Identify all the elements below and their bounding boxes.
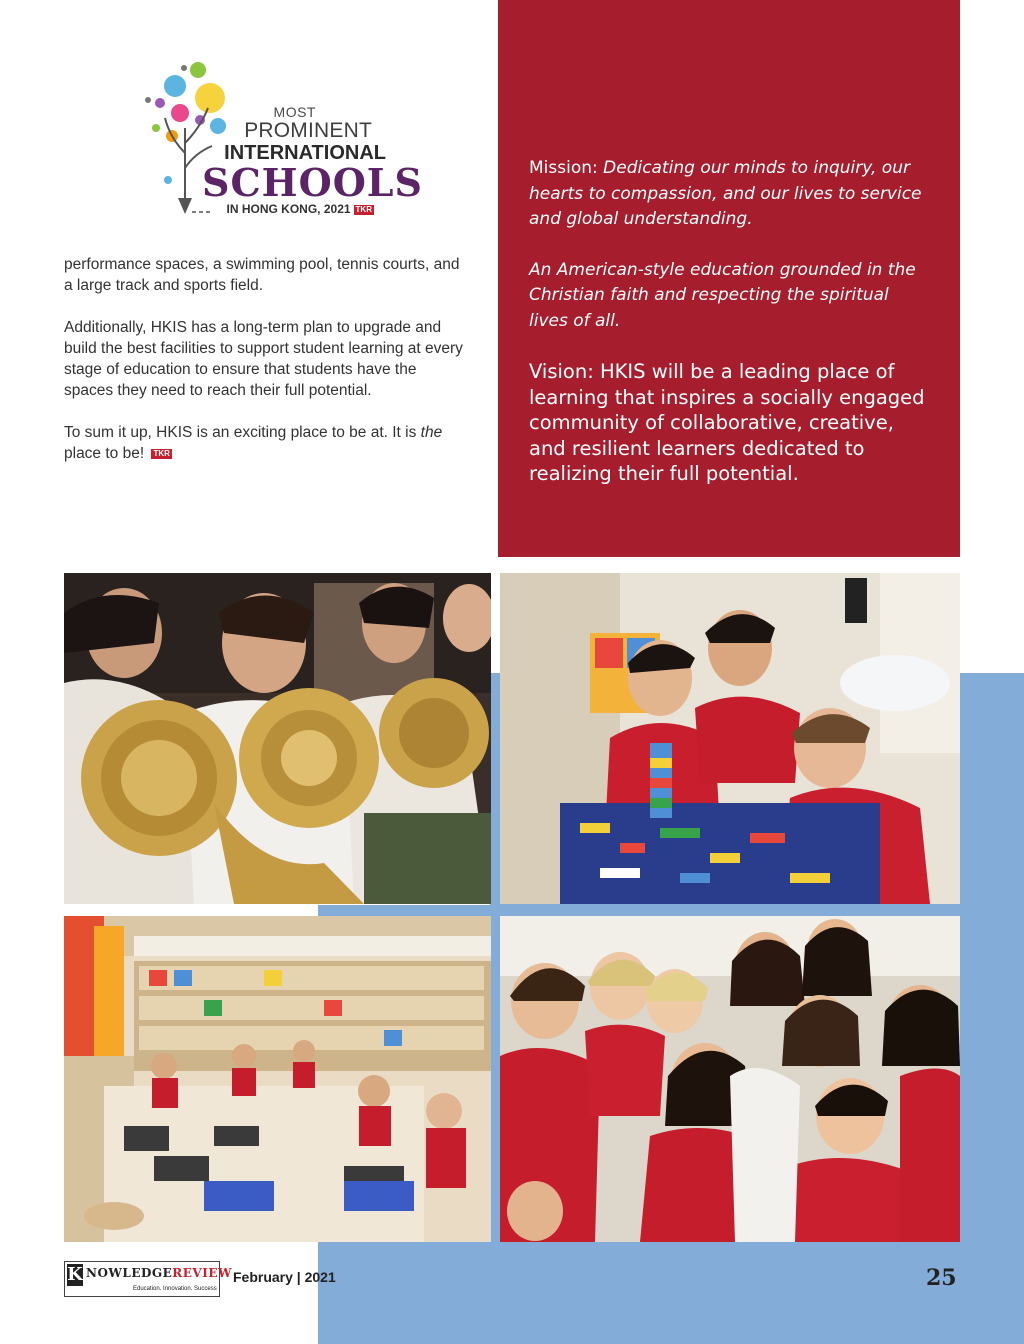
logo-hong-kong-text: IN HONG KONG, 2021 [226,202,351,216]
logo-tagline: Education. Innovation. Success [133,1286,217,1292]
end-of-article-icon: TKR [153,448,170,458]
logo-word-knowledge: NOWLEDGE [86,1266,173,1280]
mission-label: Mission: [529,158,604,178]
photo-art-classroom [64,916,491,1242]
logo-most: MOST [273,104,316,120]
photo-french-horn-students [64,573,491,904]
mission-text: Dedicating our minds to inquiry, our hearts to compassion, and our lives to service and global understanding. [529,158,922,229]
photo-kids-building-blocks [500,573,960,904]
education-statement: An American-style education grounded in the Christian faith and respecting the spiritual lives of all. [529,259,916,331]
vision-statement: Vision: HKIS will be a leading place of learning that inspires a socially engaged community of collaborative, creative, and resilient learners dedicated to realizing their full potential. [529,360,925,485]
summary-text-end: place to be! [64,445,145,462]
issue-date: February | 2021 [233,1269,336,1285]
photo-smiling-students-group [500,916,960,1242]
paragraph-summary [64,422,464,464]
mission-statement [529,156,929,233]
logo-word-review: REVIEW [172,1266,232,1280]
summary-text-start: To sum it up, HKIS is an exciting place to be at. It is [64,424,421,441]
paragraph-upgrade-plan: Additionally, HKIS has a long-term plan to upgrade and build the best facilities to support student learning at every stage of education to ensure that students have the spaces they need to reach their full potential. [64,319,463,399]
page-number: 25 [926,1265,957,1291]
logo-international: INTERNATIONAL [224,142,386,164]
logo-hong-kong [202,202,374,216]
summary-emphasis: the [420,424,443,441]
paragraph-facilities: performance spaces, a swimming pool, tennis courts, and a large track and sports field. [64,256,460,294]
logo-k-letter: K [67,1264,83,1285]
knowledge-review-logo [64,1261,232,1297]
article-body [64,254,464,485]
logo-schools: SCHOOLS [202,160,423,205]
logo-prominent: PROMINENT [244,119,372,142]
mission-vision-panel [498,0,960,557]
tkr-badge: TKR [355,204,372,214]
award-logo [140,58,423,218]
logo-wordmark [86,1266,232,1280]
